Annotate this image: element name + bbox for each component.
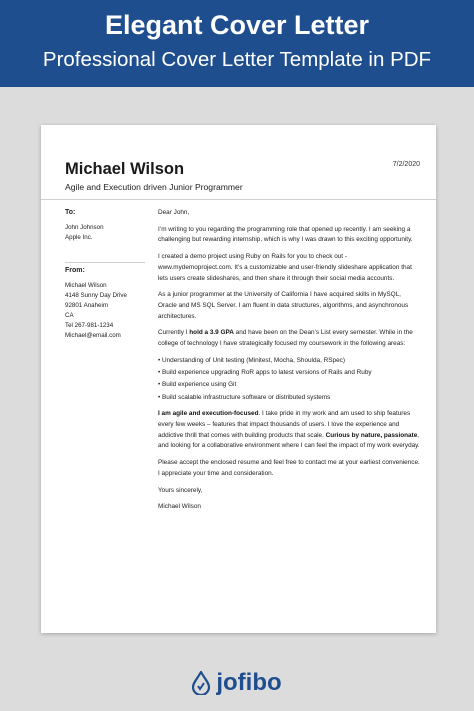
to-label: To: bbox=[65, 209, 76, 216]
list-item: • Build experience upgrading RoR apps to latest versions of Rails and Ruby bbox=[158, 369, 372, 377]
sender-street: 4148 Sunny Day Drive bbox=[65, 292, 127, 299]
paragraph-demo-project: I created a demo project using Ruby on Rails for you to check out - www.mydemoproject.com. It’s a customizable and user-friendly slideshare application that lets users create slideshares, and then share it through their social media accounts. bbox=[158, 253, 412, 282]
closing-salutation: Yours sincerely, bbox=[158, 486, 203, 494]
sender-divider bbox=[65, 262, 145, 263]
sender-state: CA bbox=[65, 312, 74, 319]
from-label: From: bbox=[65, 267, 85, 274]
agile-highlight: I am agile and execution-focused bbox=[158, 410, 259, 418]
sender-city: 92801 Anaheim bbox=[65, 302, 109, 309]
header-divider bbox=[41, 199, 436, 200]
cover-letter-page bbox=[41, 125, 436, 633]
paragraph-intro: I’m writing to you regarding the programming role that opened up recently. I am seeking a challenging but rewarding internship, which is why I was drawn to this exciting opportunity. bbox=[158, 225, 413, 244]
gpa-highlight: hold a 3.9 GPA bbox=[189, 329, 234, 337]
banner-title: Elegant Cover Letter bbox=[104, 10, 370, 40]
sender-name: Michael Wilson bbox=[65, 282, 107, 289]
banner-subtitle: Professional Cover Letter Template in PDF bbox=[42, 48, 432, 71]
agile-text-d: , and looking for a collaborative environment where I can feel the impact of my work everyday. bbox=[158, 431, 420, 450]
recipient-company: Apple Inc. bbox=[65, 234, 93, 241]
paragraph-education bbox=[158, 328, 420, 349]
letter-body bbox=[158, 208, 420, 519]
sender-block bbox=[65, 262, 145, 341]
list-item: • Understanding of Unit testing (Minitest, Mocha, Shoulda, RSpec) bbox=[158, 356, 345, 364]
list-item: • Build scalable infrastructure software or distributed systems bbox=[158, 393, 331, 401]
sender-phone: Tel 267-981-1234 bbox=[65, 322, 114, 329]
skills-list bbox=[158, 356, 420, 404]
letter-date: 7/2/2020 bbox=[392, 161, 420, 168]
banner bbox=[0, 0, 474, 87]
applicant-name: Michael Wilson bbox=[65, 160, 185, 178]
paragraph-agile bbox=[158, 409, 420, 452]
recipient-block bbox=[65, 208, 145, 243]
gpa-text-c: and have been on the Dean’s List every semester. While in the college of technology I have strategically focused my coursework in the following areas: bbox=[158, 329, 413, 348]
paragraph-closing: Please accept the enclosed resume and feel free to contact me at your earliest convenience. I appreciate your time and consideration. bbox=[158, 459, 420, 477]
brand-name: jofibo bbox=[216, 669, 282, 696]
signature-name: Michael Wilson bbox=[158, 503, 201, 511]
recipient-name: John Johnson bbox=[65, 224, 104, 231]
applicant-headline: Agile and Execution driven Junior Programmer bbox=[65, 182, 243, 192]
drop-logo-icon bbox=[192, 671, 210, 695]
list-item: • Build experience using Git bbox=[158, 381, 237, 389]
sender-email: Michael@email.com bbox=[65, 332, 121, 339]
brand-logo bbox=[0, 668, 474, 698]
greeting: Dear John, bbox=[158, 209, 190, 216]
curious-highlight: Curious by nature, passionate bbox=[325, 431, 418, 439]
agile-text-b: . I take pride in my work and am used to ship features every few weeks – features that impact thousands of users. I love the experience and addictive thrill that comes with building products that scale. bbox=[158, 410, 411, 439]
paragraph-skills: As a junior programmer at the University of California I have acquired skills in MySQL, Oracle and MS SQL Server. I am fluent in data structures, algorithms, and asynchronous architectures. bbox=[158, 291, 409, 320]
gpa-text-a: Currently I bbox=[158, 329, 190, 337]
